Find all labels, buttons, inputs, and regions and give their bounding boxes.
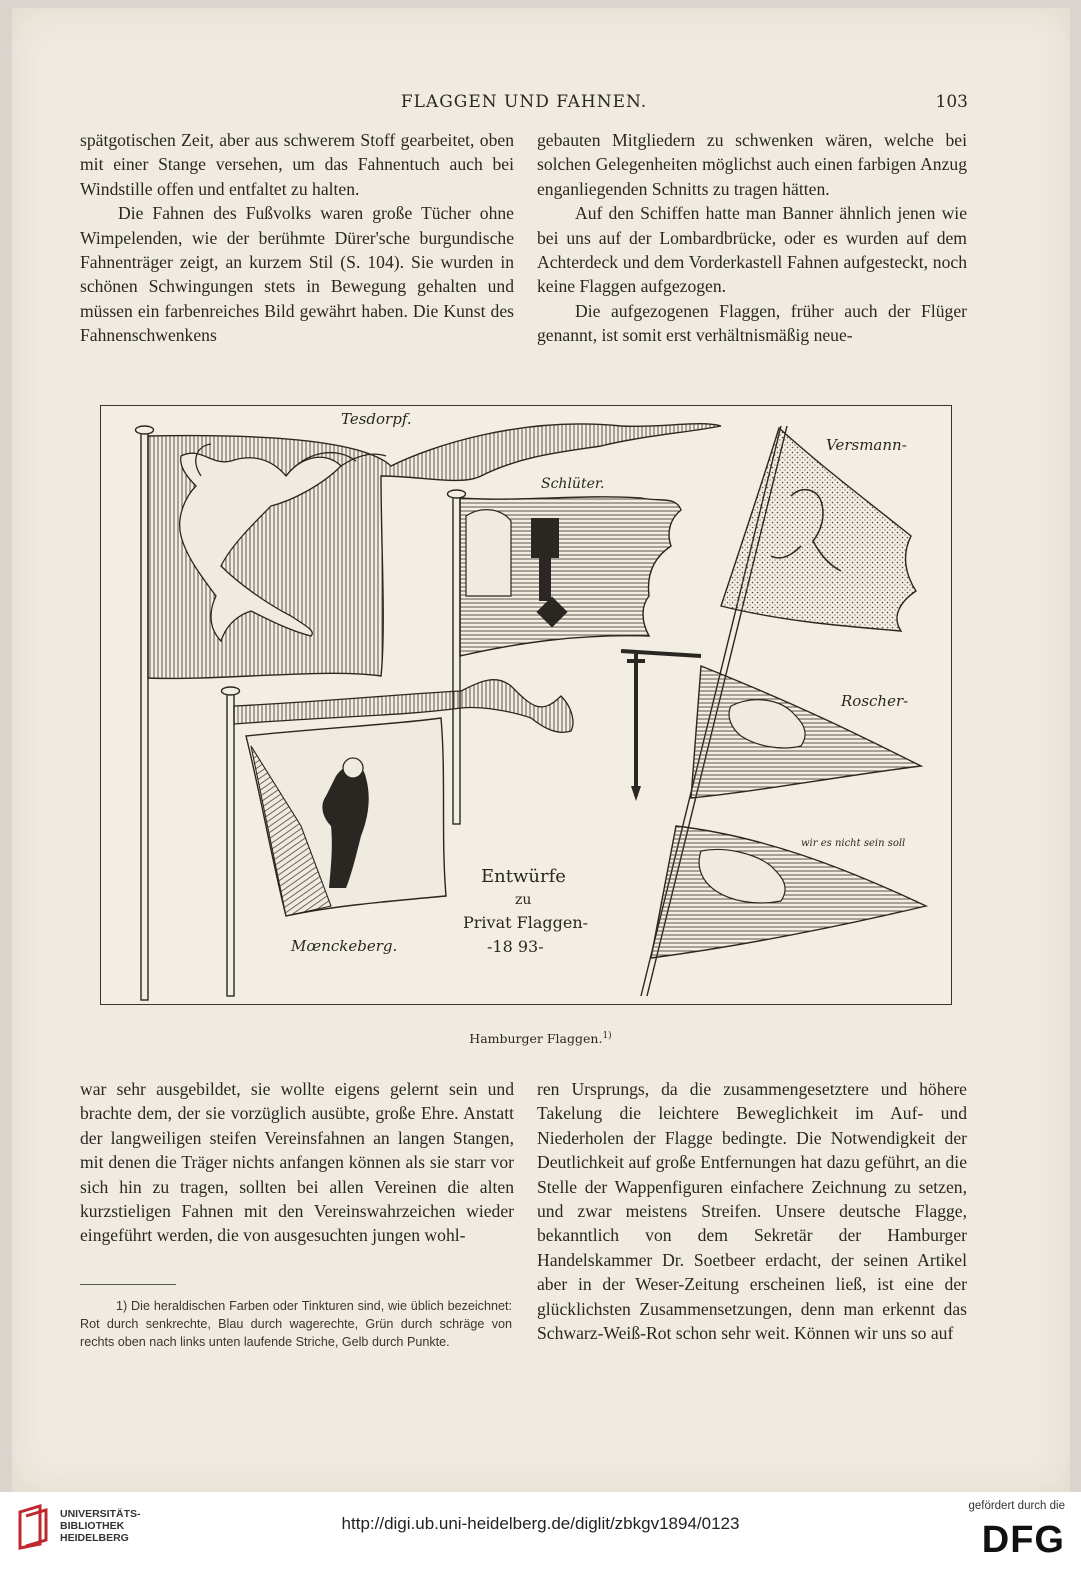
label-schlueter: Schlüter. [541, 476, 605, 492]
label-moenckeberg: Mœnckeberg. [291, 937, 398, 955]
figure-title-line-3: Privat Flaggen- [463, 913, 589, 932]
paragraph: Die Fahnen des Fußvolks waren große Tücher ohne Wimpelenden, wie der berühmte Dürer'sche burgundische Fahnenträger zeigt, an kurzem Stil (S. 104). Sie wurden in schönen Schwingungen stets in Bewegung gehalten und müssen ein farbenreiches Bild gewährt haben. Die Kunst des Fahnenschwenkens [80, 203, 514, 346]
label-motto: wir es nicht sein soll [801, 838, 906, 849]
flag-illustration [100, 405, 952, 1005]
figure-title-line-1: Entwürfe [481, 866, 566, 887]
label-tesdorpf: Tesdorpf. [341, 410, 412, 428]
page-number: 103 [935, 92, 968, 112]
digitization-footer [0, 1492, 1081, 1572]
figure-caption [0, 1031, 1081, 1046]
library-name: UNIVERSITÄTS- BIBLIOTHEK HEIDELBERG [60, 1508, 141, 1544]
flag-drawing [101, 406, 949, 1002]
pole-bracket [621, 651, 701, 801]
funded-by-label: gefördert durch die [968, 1500, 1065, 1512]
schlueter-flag [448, 490, 682, 824]
paragraph: spätgotischen Zeit, aber aus schwerem Stoff gearbeitet, oben mit einer Stange versehen, um das Fahnentuch auch bei Windstille offen und entfaltet zu halten. [80, 130, 514, 199]
paragraph: Die aufgezogenen Flaggen, früher auch der Flüger genannt, ist somit erst verhältnismäßig neue- [537, 300, 967, 346]
text-column-right-top [537, 128, 967, 348]
figure-title-line-2: zu [515, 892, 532, 908]
page-header [80, 92, 968, 116]
paragraph: ren Ursprungs, da die zusammengesetztere und höhere Takelung die leichtere Beweglichkeit im Auf- und Niederholen der Flagge bedingte. Die Notwendigkeit der Deutlichkeit auf große Entfernungen hat dazu geführt, an die Stelle der Wappenfiguren einfachere Zeichnung zu setzen, und zwar meistens Streifen. Unsere deutsche Flagge, bekanntlich von dem Sekretär der Hamburger Handelskammer Dr. Soetbeer erdacht, der seinen Artikel aber in der Weser-Zeitung erscheinen ließ, ist eine der glücklichsten Zusammensetzungen, denn man erkennt das Schwarz-Weiß-Rot schon sehr weit. Können wir uns so auf [537, 1079, 967, 1344]
figure-title-line-4: -18 93- [487, 937, 544, 956]
text-column-left-bottom [80, 1077, 514, 1248]
paragraph: Auf den Schiffen hatte man Banner ähnlich jenen wie bei uns auf der Lombardbrücke, oder es wurden auf dem Achterdeck und dem Vorderkastell Fahnen aufgesteckt, noch keine Flaggen aufgezogen. [537, 203, 967, 297]
footnote-rule [80, 1284, 176, 1285]
running-title: FLAGGEN UND FAHNEN. [400, 92, 648, 112]
footnote [80, 1297, 512, 1351]
caption-text: Hamburger Flaggen. [469, 1031, 603, 1047]
paragraph: war sehr ausgebildet, sie wollte eigens gelernt sein und brachte dem, der sie vorzüglich ausübte, große Ehre. Anstatt der langweiligen steifen Vereinsfahnen an langen Stangen, mit denen die Träger nichts anfangen können als sie starr vor sich hin zu tragen, sollten bei allen Vereinen die alten kurzstieligen Fahnen mit den Vereinswahrzeichen wieder eingeführt werden, die von ausgesuchten jungen wohl- [80, 1079, 514, 1246]
footnote-text: 1) Die heraldischen Farben oder Tinkturen sind, wie üblich bezeichnet: Rot durch senkrechte, Blau durch wagerechte, Grün durch schräge von rechts oben nach links unten laufende Striche, Gelb durch Punkte. [80, 1299, 512, 1349]
dfg-logo: DFG [981, 1519, 1065, 1561]
source-url[interactable]: http://digi.ub.uni-heidelberg.de/diglit/zbkgv1894/0123 [341, 1514, 740, 1533]
text-column-left-top [80, 128, 514, 348]
label-versmann: Versmann- [826, 436, 907, 454]
paragraph: gebauten Mitgliedern zu schwenken wären, welche bei solchen Gelegenheiten möglichst auch einen farbigen Anzug enganliegenden Schnitts zu tragen hätten. [537, 130, 967, 199]
caption-note-marker: 1) [602, 1031, 612, 1041]
text-column-right-bottom [537, 1077, 967, 1345]
roscher-pennant [691, 666, 921, 798]
label-roscher: Roscher- [841, 692, 909, 710]
